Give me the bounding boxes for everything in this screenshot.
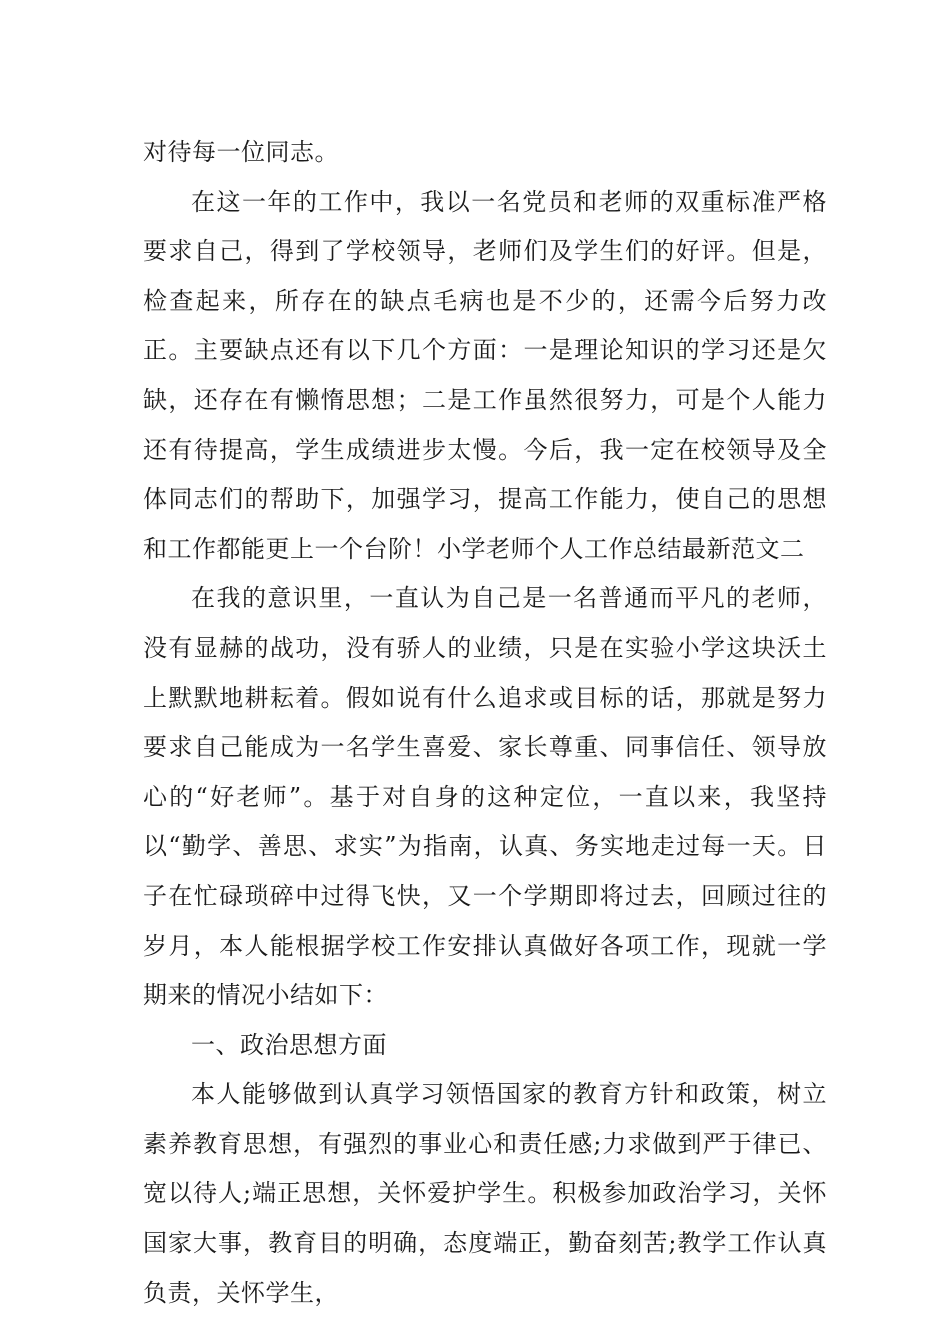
paragraph-introduction: 在我的意识里，一直认为自己是一名普通而平凡的老师，没有显赫的战功，没有骄人的业绩，只是在实验小学这块沃土上默默地耕耘着。假如说有什么追求或目标的话，那就是努力要求自己能成为一名学生喜爱、家长尊重、同事信任、领导放心的“好老师”。基于对自身的这种定位，一直以来，我坚持以“勤学、善思、求实”为指南，认真、务实地走过每一天。日子在忙碌琐碎中过得飞快，又一个学期即将过去，回顾过往的岁月，本人能根据学校工作安排认真做好各项工作，现就一学期来的情况小结如下： — [143, 584, 827, 1010]
paragraph-continuation: 对待每一位同志。 — [143, 138, 339, 166]
paragraph-self-assessment: 在这一年的工作中，我以一名党员和老师的双重标准严格要求自己，得到了学校领导，老师们及学生们的好评。但是，检查起来，所存在的缺点毛病也是不少的，还需今后努力改正。主要缺点还有以下几个方面：一是理论知识的学习还是欠缺，还存在有懒惰思想；二是工作虽然很努力，可是个人能力还有待提高，学生成绩进步太慢。今后，我一定在校领导及全体同志们的帮助下，加强学习，提高工作能力，使自己的思想和工作都能更上一个台阶！小学老师个人工作总结最新范文二 — [143, 187, 827, 563]
document-body — [143, 128, 827, 1318]
paragraph-political-thought: 本人能够做到认真学习领悟国家的教育方针和政策，树立素养教育思想，有强烈的事业心和责任感;力求做到严于律已、宽以待人;端正思想，关怀爱护学生。积极参加政治学习，关怀国家大事，教育目的明确，态度端正，勤奋刻苦;教学工作认真负责，关怀学生， — [143, 1080, 827, 1307]
section-heading-political: 一、政治思想方面 — [191, 1030, 387, 1059]
